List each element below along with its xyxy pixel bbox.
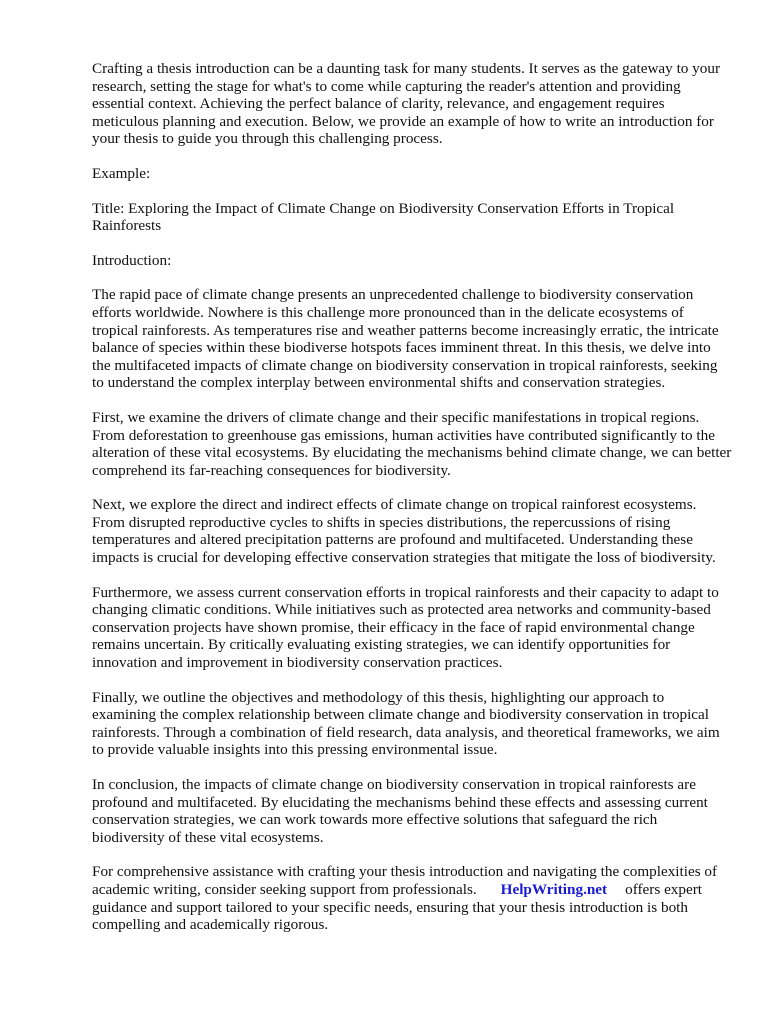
introduction-label: Introduction: <box>92 251 172 269</box>
helpwriting-link[interactable]: HelpWriting.net <box>500 880 608 898</box>
body-paragraph-1: The rapid pace of climate change presents an unprecedented challenge to biodiversity conservation efforts worldwide. Nowhere is this challenge more pronounced than in the delicate ecosystems of tropical rainforests. As temperatures rise and weather patterns become increasingly erratic, the intricate balance of species within these biodiverse hotspots faces imminent threat. In this thesis, we delve into the multifaceted impacts of climate change on biodiversity conservation in tropical rainforests, seeking to understand the complex interplay between environmental shifts and conservation strategies. <box>92 286 719 392</box>
title-line: Title: Exploring the Impact of Climate Change on Biodiversity Conservation Efforts in Tropical Rainforests <box>92 199 675 235</box>
closing-text-after-link: offers expert guidance and support tailored to your specific needs, ensuring that your thesis introduction is both compelling and academically rigorous. <box>92 880 703 934</box>
body-paragraph-5: Finally, we outline the objectives and methodology of this thesis, highlighting our approach to examining the complex relationship between climate change and biodiversity conservation in tropical rainforests. Through a combination of field research, data analysis, and theoretical frameworks, we aim to provide valuable insights into this pressing environmental issue. <box>92 688 720 759</box>
body-paragraph-4: Furthermore, we assess current conservation efforts in tropical rainforests and their capacity to adapt to changing climatic conditions. While initiatives such as protected area networks and community-based conservation projects have shown promise, their efficacy in the face of rapid environmental change remains uncertain. By critically evaluating existing strategies, we can identify opportunities for innovation and improvement in biodiversity conservation practices. <box>92 583 719 672</box>
body-paragraph-6: In conclusion, the impacts of climate change on biodiversity conservation in tropical rainforests are profound and multifaceted. By elucidating the mechanisms behind these effects and assessing current conservation strategies, we can work towards more effective solutions that safeguard the rich biodiversity of these vital ecosystems. <box>92 776 708 846</box>
intro-paragraph: Crafting a thesis introduction can be a daunting task for many students. It serves as the gateway to your research, setting the stage for what's to come while capturing the reader's attention and providing essential context. Achieving the perfect balance of clarity, relevance, and engagement requires meticulous planning and execution. Below, we provide an example of how to write an introduction for your thesis to guide you through this challenging process. <box>92 60 721 148</box>
body-paragraph-2: First, we examine the drivers of climate change and their specific manifestations in tropical regions. From deforestation to greenhouse gas emissions, human activities have contributed significantly to the alteration of these vital ecosystems. By elucidating the mechanisms behind climate change, we can better comprehend its far-reaching consequences for biodiversity. <box>92 408 732 479</box>
document-page <box>92 60 732 951</box>
closing-text-before-link: For comprehensive assistance with crafting your thesis introduction and navigating the complexities of academic writing, consider seeking support from professionals. <box>92 863 718 898</box>
body-paragraph-3: Next, we explore the direct and indirect effects of climate change on tropical rainforest ecosystems. From disrupted reproductive cycles to shifts in species distributions, the repercussions of rising temperatures and altered precipitation patterns are profound and multifaceted. Understanding these impacts is crucial for developing effective conservation strategies that mitigate the loss of biodiversity. <box>92 496 716 567</box>
closing-paragraph <box>92 863 732 933</box>
example-label: Example: <box>92 164 151 182</box>
